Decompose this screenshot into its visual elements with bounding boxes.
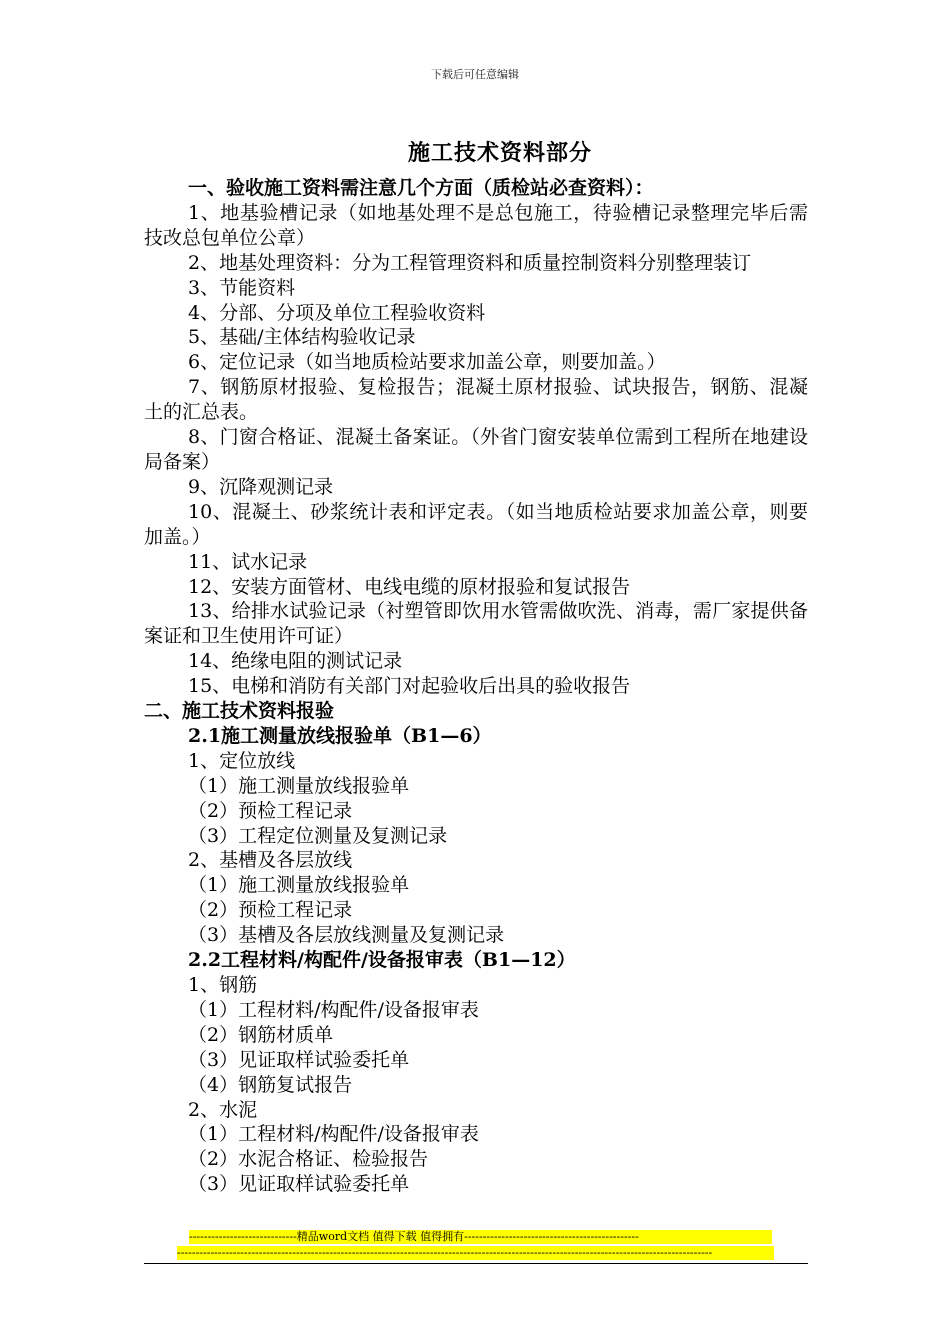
list-item: （3）见证取样试验委托单 — [188, 1173, 410, 1196]
list-item: 4、分部、分项及单位工程验收资料 — [188, 301, 486, 324]
footer-banner — [177, 1230, 774, 1260]
list-item: （2）钢筋材质单 — [188, 1023, 334, 1046]
section-heading: 二、施工技术资料报验 — [144, 700, 335, 723]
page-header: 下载后可任意编辑 — [431, 68, 519, 81]
document-title: 施工技术资料部分 — [407, 140, 592, 166]
list-item: （3）基槽及各层放线测量及复测记录 — [188, 924, 505, 947]
list-item: （4）钢筋复试报告 — [188, 1073, 353, 1096]
list-item: 15、电梯和消防有关部门对起验收后出具的验收报告 — [188, 675, 631, 698]
footer-line: -----------------------------精品word文档 值得下载 值得拥有----------------------------------------------- — [189, 1230, 772, 1244]
list-item: 12、安装方面管材、电线电缆的原材报验和复试报告 — [188, 575, 631, 598]
list-item: 5、基础/主体结构验收记录 — [188, 326, 416, 349]
list-item: 11、试水记录 — [188, 550, 308, 573]
group-title: 2、基槽及各层放线 — [188, 849, 353, 872]
group-title: 1、钢筋 — [188, 974, 258, 996]
list-item: 3、节能资料 — [188, 276, 296, 299]
list-item: （1）施工测量放线报验单 — [188, 874, 410, 897]
list-item: （1）工程材料/构配件/设备报审表 — [188, 998, 479, 1021]
list-item: （3）见证取样试验委托单 — [188, 1048, 410, 1071]
list-item: （2）预检工程记录 — [188, 899, 353, 922]
list-item: 10、混凝土、砂浆统计表和评定表。（如当地质检站要求加盖公章，则要加盖。） — [144, 500, 808, 548]
document-body — [144, 176, 808, 1197]
list-item: 7、钢筋原材报验、复检报告；混凝土原材报验、试块报告，钢筋、混凝土的汇总表。 — [144, 376, 808, 424]
list-item: 9、沉降观测记录 — [188, 475, 334, 498]
list-item: （2）水泥合格证、检验报告 — [188, 1148, 429, 1171]
section-heading: 一、验收施工资料需注意几个方面（质检站必查资料）： — [188, 177, 654, 199]
list-item: （1）施工测量放线报验单 — [188, 774, 410, 797]
list-item: （2）预检工程记录 — [188, 799, 353, 822]
list-item: （1）工程材料/构配件/设备报审表 — [188, 1123, 479, 1146]
list-item: 2、地基处理资料：分为工程管理资料和质量控制资料分别整理装订 — [188, 251, 752, 274]
list-item: 1、地基验槽记录（如地基处理不是总包施工，待验槽记录整理完毕后需技改总包单位公章） — [144, 201, 808, 249]
list-item: 14、绝缘电阻的测试记录 — [188, 650, 403, 673]
footer-line: ------------------------------------------------------------------------------------------------------------------------------------------------ — [177, 1246, 774, 1260]
list-item: 8、门窗合格证、混凝土备案证。（外省门窗安装单位需到工程所在地建设局备案） — [144, 426, 808, 473]
group-title: 1、定位放线 — [188, 749, 296, 772]
list-item: 13、给排水试验记录（衬塑管即饮用水管需做吹洗、消毒，需厂家提供备案证和卫生使用许可证） — [144, 600, 808, 648]
footer-divider — [144, 1263, 808, 1264]
subsection-heading: 2.1施工测量放线报验单（B1—6） — [188, 724, 492, 747]
list-item: 6、定位记录（如当地质检站要求加盖公章，则要加盖。） — [188, 351, 666, 374]
group-title: 2、水泥 — [188, 1098, 258, 1121]
subsection-heading: 2.2工程材料/构配件/设备报审表（B1—12） — [188, 949, 576, 972]
list-item: （3）工程定位测量及复测记录 — [188, 824, 448, 847]
